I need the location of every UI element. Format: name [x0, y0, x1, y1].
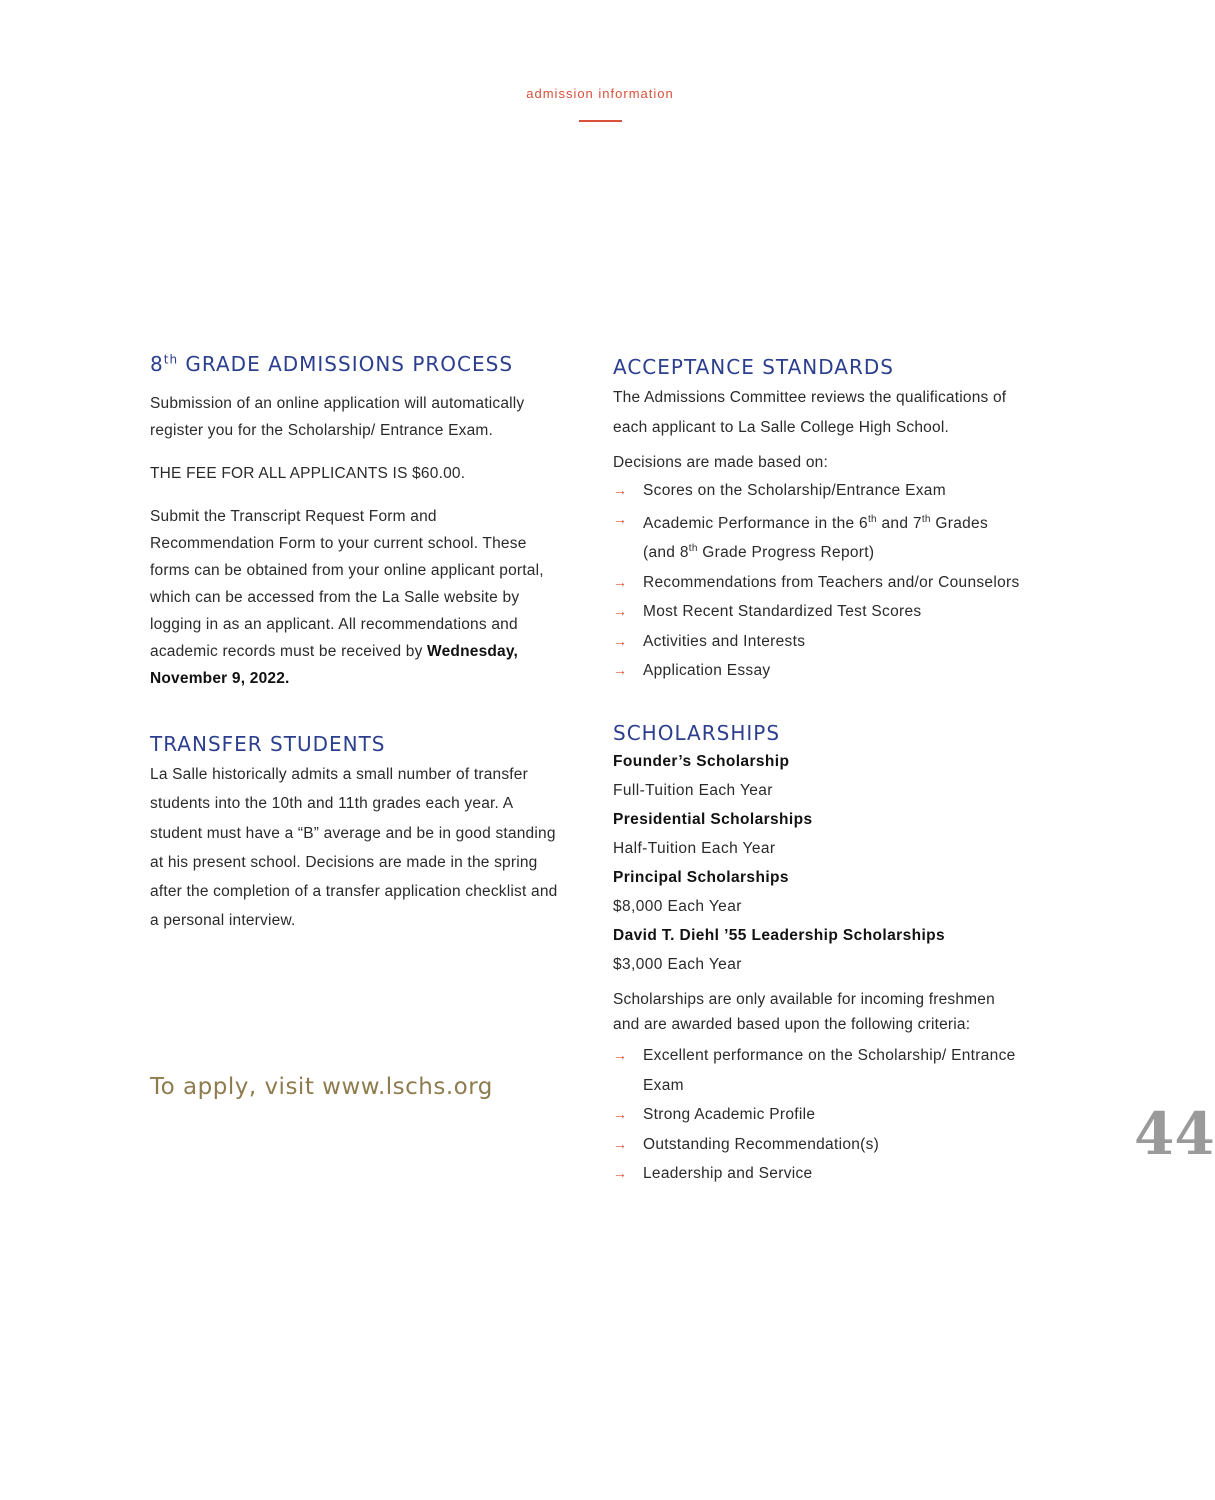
- list-item: → Leadership and Service: [613, 1159, 1023, 1189]
- list-item: → Outstanding Recommendation(s): [613, 1130, 1023, 1160]
- arrow-right-icon: →: [613, 662, 628, 679]
- list-item: → Excellent performance on the Scholarship/ Entrance Exam: [613, 1041, 1023, 1100]
- decision-criteria-list: [613, 478, 1023, 684]
- scholarship-name: Founder’s Scholarship: [613, 753, 790, 771]
- list-item: → Strong Academic Profile: [613, 1100, 1023, 1130]
- page-number: 44: [1134, 1100, 1215, 1168]
- scholarship-name: Principal Scholarships: [613, 869, 789, 887]
- scholarship-value: $3,000 Each Year: [613, 956, 742, 974]
- list-item: → Recommendations from Teachers and/or Counselors: [613, 570, 1023, 595]
- list-item: → Academic Performance in the 6th and 7th Grades (and 8th Grade Progress Report): [613, 507, 1023, 565]
- decisions-label: Decisions are made based on:: [613, 454, 828, 471]
- admissions-process-heading: 8th GRADE ADMISSIONS PROCESS: [150, 352, 514, 376]
- acceptance-intro: The Admissions Committee reviews the qualifications of each applicant to La Salle College High School.: [613, 389, 1007, 436]
- scholarships-heading: SCHOLARSHIPS: [613, 721, 781, 746]
- arrow-right-icon: →: [613, 1165, 628, 1182]
- scholarship-name: David T. Diehl ’55 Leadership Scholarships: [613, 927, 946, 945]
- acceptance-standards-heading: ACCEPTANCE STANDARDS: [613, 355, 894, 379]
- list-item: → Scores on the Scholarship/Entrance Exam: [613, 478, 1023, 503]
- scholarship-value: $8,000 Each Year: [613, 898, 742, 916]
- scholarship-criteria-intro: Scholarships are only available for incoming freshmen and are awarded based upon the following criteria:: [613, 991, 995, 1034]
- section-label: admission information: [526, 86, 674, 101]
- arrow-right-icon: →: [613, 573, 628, 590]
- transfer-paragraph: La Salle historically admits a small number of transfer students into the 10th and 11th grades each year. A student must have a “B” average and be in good standing at his present school. Decisions are made in the spring after the completion of a transfer application checklist and a personal interview.: [150, 766, 558, 930]
- scholarship-list: [613, 747, 1023, 979]
- fee-statement: THE FEE FOR ALL APPLICANTS IS $60.00.: [150, 465, 466, 482]
- arrow-right-icon: →: [613, 481, 628, 498]
- scholarship-value: Full-Tuition Each Year: [613, 782, 773, 800]
- admissions-paragraph-3: Submit the Transcript Request Form and Recommendation Form to your current school. These forms can be obtained from your online applicant portal, which can be accessed from the La Salle website by logging in as an applicant. All recommendations and academic records must be received by Wednesday, November 9, 2022.: [150, 508, 544, 687]
- right-column: [613, 355, 1023, 1189]
- arrow-right-icon: →: [613, 1106, 628, 1123]
- list-item: → Application Essay: [613, 658, 1023, 683]
- deadline-date: Wednesday, November 9, 2022.: [150, 643, 519, 687]
- apply-link-text[interactable]: To apply, visit www.lschs.org: [150, 1074, 493, 1100]
- list-item: → Most Recent Standardized Test Scores: [613, 599, 1023, 624]
- transfer-students-heading: TRANSFER STUDENTS: [150, 732, 386, 756]
- arrow-right-icon: →: [613, 511, 628, 527]
- header-divider: [579, 120, 622, 122]
- arrow-right-icon: →: [613, 1047, 628, 1064]
- arrow-right-icon: →: [613, 603, 628, 620]
- arrow-right-icon: →: [613, 1135, 628, 1152]
- admissions-paragraph-1: Submission of an online application will automatically register you for the Scholarship/ Entrance Exam.: [150, 395, 525, 439]
- scholarship-value: Half-Tuition Each Year: [613, 840, 776, 858]
- scholarship-criteria-list: [613, 1041, 1023, 1189]
- scholarship-name: Presidential Scholarships: [613, 811, 813, 829]
- arrow-right-icon: →: [613, 632, 628, 649]
- list-item: → Activities and Interests: [613, 629, 1023, 654]
- left-column: [150, 352, 560, 936]
